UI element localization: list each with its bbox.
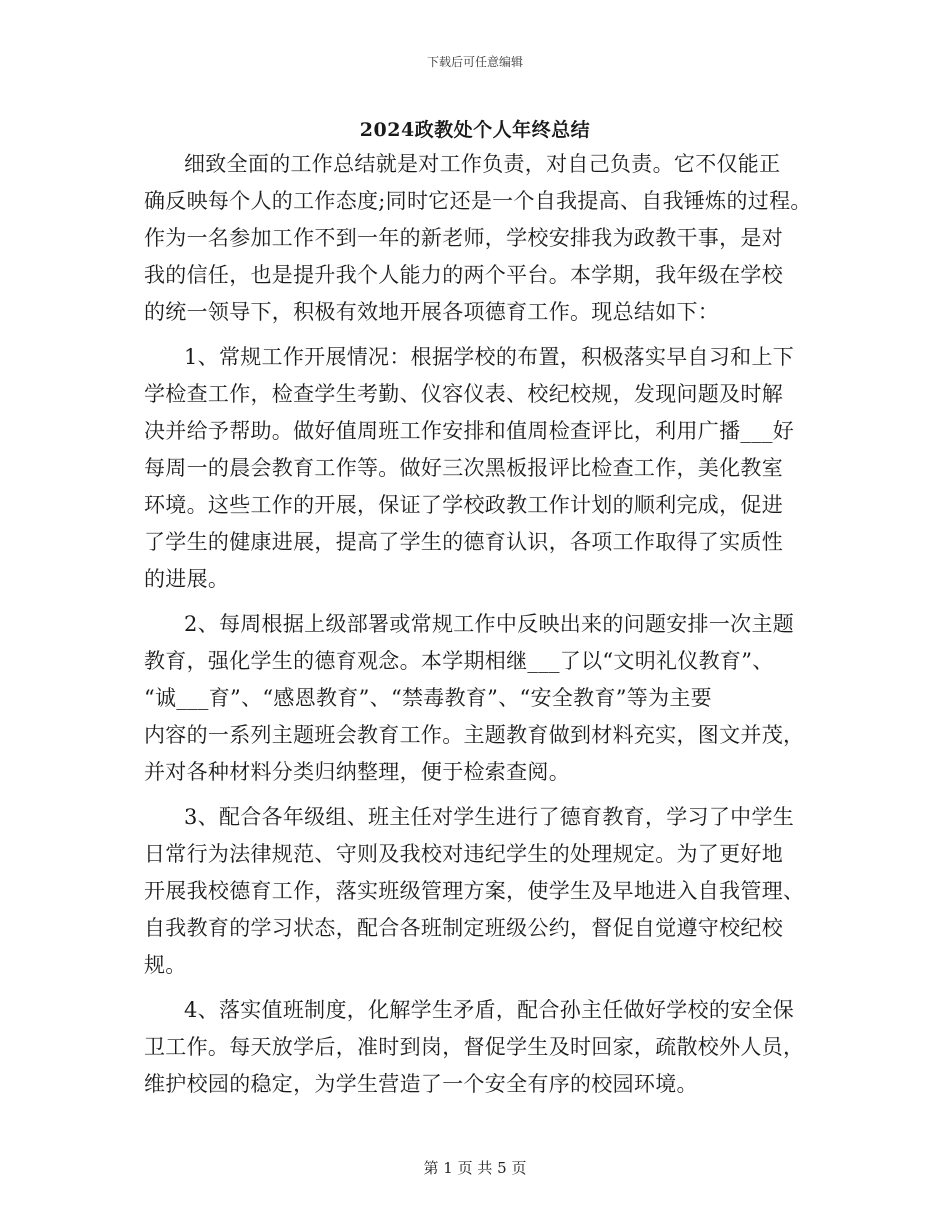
paragraph-line: 细致全面的工作总结就是对工作负责，对自己负责。它不仅能正 (184, 152, 781, 176)
paragraph-line: 卫工作。每天放学后，准时到岗，督促学生及时回家，疏散校外人员， (144, 1035, 805, 1059)
paragraph-line: 3、配合各年级组、班主任对学生进行了德育教育，学习了中学生 (184, 805, 795, 829)
page-header: 下载后可任意编辑 (426, 55, 523, 69)
paragraph-line: 日常行为法律规范、守则及我校对违纪学生的处理规定。为了更好地 (144, 842, 783, 866)
paragraph-line: 维护校园的稳定，为学生营造了一个安全有序的校园环境。 (144, 1072, 698, 1096)
paragraph-line: 的统一领导下，积极有效地开展各项德育工作。现总结如下： (144, 300, 720, 324)
paragraph-line: 4、落实值班制度，化解学生矛盾，配合孙主任做好学校的安全保 (184, 998, 795, 1022)
paragraph-line: 环境。这些工作的开展，保证了学校政教工作计划的顺利完成，促进 (144, 493, 783, 517)
paragraph-line: 自我教育的学习状态，配合各班制定班级公约，督促自觉遵守校纪校 (144, 916, 783, 940)
paragraph-line: 教育，强化学生的德育观念。本学期相继___了以“文明礼仪教育”、 (144, 649, 774, 673)
paragraph-line: 了学生的健康进展，提高了学生的德育认识，各项工作取得了实质性 (144, 530, 783, 554)
paragraph-line: 我的信任，也是提升我个人能力的两个平台。本学期，我年级在学校 (144, 263, 783, 287)
paragraph-line: 并对各种材料分类归纳整理，便于检索查阅。 (144, 760, 570, 784)
paragraph-line: 确反映每个人的工作态度;同时它还是一个自我提高、自我锤炼的过程。 (144, 189, 812, 213)
paragraph-line: 每周一的晨会教育工作等。做好三次黑板报评比检查工作，美化教室 (144, 456, 783, 480)
paragraph-line: 规。 (144, 953, 187, 977)
paragraph-line: 作为一名参加工作不到一年的新老师，学校安排我为政教干事，是对 (144, 226, 783, 250)
paragraph-line: “诚___育”、“感恩教育”、“禁毒教育”、“安全教育”等为主要 (144, 686, 712, 710)
paragraph-line: 1、常规工作开展情况：根据学校的布置，积极落实早自习和上下 (184, 345, 795, 369)
paragraph-line: 开展我校德育工作，落实班级管理方案，使学生及早地进入自我管理、 (144, 879, 805, 903)
document-body (144, 146, 824, 1103)
document-title: 2024政教处个人年终总结 (359, 119, 591, 141)
paragraph-line: 内容的一系列主题班会教育工作。主题教育做到材料充实，图文并茂， (144, 723, 805, 747)
paragraph-line: 决并给予帮助。做好值周班工作安排和值周检查评比，利用广播___好 (144, 419, 795, 443)
paragraph-line: 学检查工作，检查学生考勤、仪容仪表、校纪校规，发现问题及时解 (144, 382, 783, 406)
paragraph-line: 的进展。 (144, 567, 230, 591)
paragraph-line: 2、每周根据上级部署或常规工作中反映出来的问题安排一次主题 (184, 612, 795, 636)
page-footer: 第 1 页 共 5 页 (423, 1159, 527, 1177)
